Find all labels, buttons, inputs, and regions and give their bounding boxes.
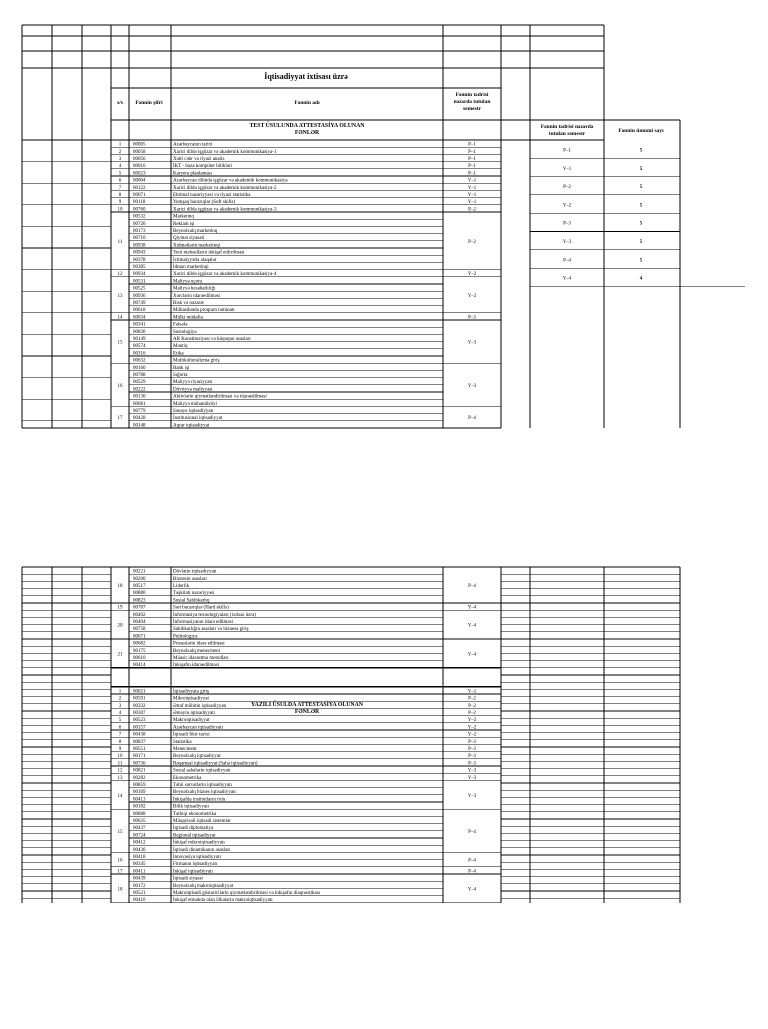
subject-name: Sosial sahələrin iqtisadiyyatı	[173, 768, 231, 774]
subject-code: 00523	[133, 718, 146, 724]
row-number: 16	[117, 383, 123, 389]
row-semester: P–1	[468, 149, 476, 155]
row-semester: Y–2	[467, 293, 477, 299]
row-number: 4	[118, 711, 122, 716]
row-semester: Y–1	[467, 193, 477, 198]
subject-name: Sənaye iqtisadiyyatı	[173, 409, 214, 414]
row-semester: P–3	[468, 315, 476, 321]
row-semester: Y–2	[467, 718, 477, 724]
subject-name: Fəlsəfə	[173, 322, 188, 328]
subject-name: Etika	[173, 351, 184, 357]
row-number: 3	[118, 703, 122, 709]
subject-name: Liderlik	[173, 584, 190, 589]
test-section-title	[250, 122, 366, 136]
subject-code: 00005	[133, 142, 146, 148]
subject-name: Beynəlxalq biznes iqtisadiyyatı	[173, 790, 236, 796]
subject-name: Müasir idarəetmə metodları	[173, 656, 229, 661]
subject-name: Xarici dildə işgüzar və akademik kommunikasiya-1	[173, 149, 277, 155]
subject-name: İqtisadiyyata giriş	[173, 689, 209, 695]
subject-name: Sahibkarlığın əsasları və biznesə giriş	[173, 627, 249, 633]
subject-code: 00532	[133, 214, 146, 220]
subject-name: Maliyyə riyaziyyatı	[173, 380, 213, 386]
svg-text:semestr: semestr	[462, 106, 482, 112]
subject-name: Ekonometrika	[173, 775, 202, 781]
svg-text:FƏNLƏR: FƏNLƏR	[294, 709, 320, 715]
subject-code: 00591	[133, 696, 146, 702]
subject-code: 00438	[133, 732, 146, 738]
subject-code: 00411	[133, 869, 146, 875]
summary-semester: P–3	[563, 221, 571, 227]
subject-name: Risk və nəzarət	[173, 301, 204, 306]
subject-name: Regional iqtisadiyyat	[173, 833, 216, 839]
subject-code: 00837	[133, 739, 146, 745]
subject-code: 00118	[133, 200, 146, 206]
subject-name: İqtisadi diplomatiya	[173, 826, 214, 832]
subject-name: Biznesin əsasları	[173, 576, 207, 582]
subject-code: 00410	[133, 898, 146, 904]
subject-code: 00760	[133, 207, 146, 213]
summary-count: 5	[639, 185, 643, 191]
subject-code: 00787	[133, 605, 146, 611]
subject-code: 00173	[133, 229, 146, 234]
subject-code: 00412	[133, 840, 146, 846]
row-number: 18	[117, 584, 123, 589]
summary-semester: Y–3	[562, 240, 572, 245]
subject-name: Beynəlxalq marketinq	[173, 229, 218, 234]
row-number: 1	[118, 689, 122, 695]
row-number: 17	[117, 416, 123, 422]
subject-name: Müqayisəli iqtisadi sistemlər	[173, 819, 231, 824]
row-number: 4	[118, 164, 122, 170]
row-semester: P–4	[468, 829, 476, 835]
svg-text:YAZILI ÜSULDA ATTESTASİYA OLUN: YAZILI ÜSULDA ATTESTASİYA OLUNAN	[251, 702, 363, 708]
row-number: 7	[118, 185, 122, 191]
row-number: 2	[118, 149, 122, 155]
row-semester: P–3	[468, 739, 476, 745]
row-semester: Y–2	[467, 272, 477, 278]
subject-code: 00859	[133, 783, 146, 788]
svg-text:nəzərdə tutulan: nəzərdə tutulan	[453, 99, 491, 105]
subject-code: 00574	[133, 344, 146, 350]
subject-name: Makroiqtisadi göstəricilərin qiymətləndirilməsi və inkişafın diaqnostikası	[173, 891, 321, 896]
subject-name: Xarici dildə işgüzar və akademik kommunikasiya-4	[173, 272, 277, 278]
subject-name: İnkişaf etməkdə olan ölkələrin makroiqtisadiyyatı	[173, 898, 273, 904]
subject-name: İctimaiyyətlə əlaqələr	[173, 257, 217, 263]
subject-code: 00821	[133, 768, 146, 774]
row-number: 2	[118, 696, 122, 702]
subject-name: Proseslərin idarə edilməsi	[173, 641, 225, 647]
subject-code: 00726	[133, 221, 146, 227]
header-code: Fənnin şifri	[135, 100, 163, 106]
row-number: 17	[117, 869, 123, 875]
subject-code: 00437	[133, 826, 146, 832]
row-semester: Y–3	[467, 775, 477, 781]
svg-text:Fənnin tədrisi nəzərdə: Fənnin tədrisi nəzərdə	[540, 124, 594, 130]
subject-name: Xərclərin idarəedilməsi	[173, 293, 221, 299]
subject-code: 00618	[133, 308, 146, 314]
subject-name: Reklam işi	[173, 221, 195, 227]
subject-code: 00521	[133, 891, 146, 896]
svg-text:Fənnin tədrisi: Fənnin tədrisi	[455, 92, 489, 98]
subject-name: Mülki müdafiə	[173, 315, 203, 321]
subject-code: 00710	[133, 236, 146, 242]
row-semester: P–1	[468, 171, 476, 177]
subject-name: İKT - baza kompüter bilikləri	[173, 164, 233, 170]
subject-name: Maliyyə uçotu	[173, 279, 203, 285]
subject-name: Beynəlxalq menecment	[173, 648, 221, 654]
row-number: 8	[118, 739, 122, 745]
subject-code: 00414	[133, 663, 146, 669]
subject-code: 00934	[133, 272, 146, 278]
row-number: 14	[117, 793, 123, 799]
row-semester: Y–3	[467, 793, 477, 799]
subject-code: 00182	[133, 804, 146, 810]
row-number: 10	[117, 207, 123, 213]
subject-code: 00632	[133, 358, 146, 364]
subject-code: 00551	[133, 747, 146, 752]
row-number: 11	[117, 239, 123, 245]
svg-text:FƏNLƏR: FƏNLƏR	[294, 130, 320, 136]
subject-name: Yeni məhsulların inkişaf etdirilməsi	[173, 250, 245, 256]
subject-code: 00823	[133, 598, 146, 604]
subject-name: Azərbaycan dilində işgüzar və akademik kommunikasiya	[173, 178, 288, 184]
subject-name: Azərbaycanın tarixi	[173, 142, 213, 148]
subject-code: 00004	[133, 178, 146, 184]
subject-name: Menecment	[173, 747, 197, 752]
subject-name: İnkişaf iqtisadiyyatı	[173, 869, 213, 875]
subject-name: Multikulturalizmə giriş	[173, 358, 220, 364]
subject-name: Statistika	[173, 739, 192, 745]
row-number: 20	[117, 623, 123, 629]
row-semester: Y–3	[467, 768, 477, 774]
subject-code: 00736	[133, 761, 146, 767]
summary-semester: P–4	[563, 258, 571, 264]
row-semester: Y–1	[467, 185, 477, 191]
row-number: 10	[117, 754, 123, 760]
row-semester: Y–2	[467, 725, 477, 731]
document-title: İqtisadiyyat ixtisası üzrə	[264, 72, 348, 81]
row-number: 12	[117, 272, 123, 278]
row-semester: P–1	[468, 142, 476, 148]
subject-code: 00938	[133, 243, 146, 249]
subject-name: Aqrar iqtisadiyyat	[173, 423, 210, 429]
summary-count: 4	[639, 276, 643, 282]
row-number: 5	[118, 171, 122, 177]
subject-name: Ətraf mühitin iqtisadiyyatı	[173, 703, 227, 709]
subject-name: İqtisadi dinamikanın əsasları	[173, 847, 231, 853]
summary-semester: Y–2	[562, 203, 572, 209]
subject-code: 00160	[133, 365, 146, 371]
subject-code: 00758	[133, 627, 146, 633]
row-semester: P–2	[468, 207, 476, 213]
subject-code: 00071	[133, 193, 146, 198]
row-semester: Y–3	[467, 383, 477, 389]
subject-name: İnformasiya texnologiyaları (ixtisas üzrə)	[173, 612, 256, 618]
written-section-title	[251, 701, 364, 715]
subject-code: 00724	[133, 833, 146, 839]
summary-header-total: Fənnin ümumi sayı	[618, 128, 664, 134]
subject-name: Xidmətlərin marketinqi	[173, 243, 221, 249]
subject-name: Politologiya	[173, 634, 198, 640]
row-number: 13	[117, 775, 123, 781]
subject-name: Qiymət siyasəti	[173, 236, 205, 242]
subject-code: 00610	[133, 656, 146, 661]
subject-name: Maliyyə hesabatlılığı	[173, 286, 216, 292]
subject-name: Beynəlxalq iqtisadiyyat	[173, 754, 221, 760]
subject-name: İnstitusional iqtisadiyyat	[173, 416, 223, 422]
header-num: s/s	[117, 100, 123, 106]
subject-code: 00378	[133, 257, 146, 263]
subject-code: 00888	[133, 811, 146, 817]
subject-code: 00635	[133, 819, 146, 824]
row-number: 7	[118, 732, 122, 738]
subject-name: Ehtimal nəzəriyyəsi və riyazi statistika	[173, 193, 251, 198]
row-semester: Y–4	[467, 887, 477, 893]
row-semester: Y–1	[467, 200, 477, 206]
row-number: 19	[117, 605, 123, 611]
subject-name: Mühasibatda proqram təminatı	[173, 308, 235, 314]
row-semester: P–3	[468, 747, 476, 752]
row-semester: P–2	[468, 239, 476, 245]
svg-text:tutulan semestr: tutulan semestr	[548, 131, 586, 137]
subject-name: Yumşaq bacarıqlar (Soft skills)	[173, 200, 236, 206]
summary-semester: Y–1	[562, 166, 572, 172]
subject-name: Bank işi	[173, 365, 190, 371]
subject-name: Tətbiqi ekonometrika	[173, 811, 217, 817]
row-number: 9	[118, 747, 122, 752]
subject-code: 00023	[133, 171, 146, 177]
subject-name: Rəqəmsal iqtisadiyyat (Sahə iqtisadiyyatı)	[173, 761, 258, 767]
subject-code: 00157	[133, 725, 146, 731]
subject-code: 00316	[133, 351, 146, 357]
subject-code: 00402	[133, 612, 146, 618]
subject-code: 00525	[133, 286, 146, 292]
summary-semester: Y–4	[562, 276, 572, 282]
subject-code: 00749	[133, 301, 146, 306]
row-semester: P–3	[468, 754, 476, 760]
row-number: 13	[117, 293, 123, 299]
row-number: 18	[117, 887, 123, 893]
row-semester: Y–4	[467, 605, 477, 611]
subject-code: 00428	[133, 416, 146, 422]
row-number: 21	[117, 652, 123, 658]
subject-name: Sosial Sahibkarlıq	[173, 598, 210, 604]
subject-name: Xarici dildə işgüzar və akademik kommunikasiya-3	[173, 207, 277, 213]
subject-code: 00880	[133, 591, 146, 597]
subject-name: Əməyin iqtisadiyyatı	[173, 711, 216, 716]
header-name: Fənnin adı	[294, 100, 320, 106]
subject-code: 00529	[133, 380, 146, 386]
subject-code: 00936	[133, 293, 146, 299]
subject-name: Məntiq	[173, 344, 188, 350]
subject-name: İnkişafın idarəedilməsi	[173, 663, 219, 669]
subject-name: Karyera planlaması	[173, 171, 213, 177]
subject-name: İnformasiyanın idarə edilməsi	[173, 620, 233, 625]
table-cells	[118, 143, 643, 904]
summary-count: 5	[639, 240, 643, 245]
subject-code: 00681	[133, 401, 146, 407]
row-number: 9	[118, 200, 122, 206]
subject-name: Təbii sərvətlərin iqtisadiyyatı	[173, 783, 232, 788]
header-semester	[454, 92, 491, 112]
row-semester: P–1	[468, 164, 476, 170]
subject-name: İnkişafda institutların rolu	[173, 797, 226, 803]
subject-code: 00021	[133, 689, 146, 695]
subject-name: Xarici dildə işgüzar və akademik kommunikasiya-2	[173, 185, 277, 191]
summary-count: 5	[639, 258, 643, 264]
row-number: 6	[118, 178, 122, 184]
subject-code: 00058	[133, 149, 146, 155]
summary-count: 5	[639, 148, 643, 154]
subject-name: Dövlətin iqtisadiyyatı	[173, 569, 217, 575]
subject-name: İdman marketinqi	[173, 265, 209, 270]
subject-name: İqtisadi siyasət	[173, 876, 203, 882]
row-semester: P–4	[468, 416, 476, 422]
subject-code: 00345	[133, 862, 146, 868]
summary-semester: P–2	[563, 185, 571, 191]
summary-header-semester	[541, 124, 594, 137]
subject-name: Sığorta	[173, 373, 188, 378]
subject-code: 00307	[133, 711, 146, 716]
subject-code: 00682	[133, 641, 146, 647]
row-semester: P–2	[468, 703, 476, 709]
subject-name: Makroiqtisadiyyat	[173, 718, 210, 724]
row-semester: P–4	[468, 858, 476, 864]
subject-code: 00175	[133, 648, 146, 654]
subject-code: 00169	[133, 790, 146, 796]
subject-code: 00436	[133, 847, 146, 853]
subject-code: 00222	[133, 387, 146, 393]
subject-code: 00418	[133, 855, 146, 860]
subject-code: 00404	[133, 620, 146, 625]
subject-code: 00221	[133, 569, 146, 575]
subject-name: Sərt bacarıqlar (Hard skills)	[173, 605, 229, 611]
row-semester: Y–1	[467, 689, 477, 695]
subject-code: 00056	[133, 157, 146, 162]
row-semester: Y–2	[467, 732, 477, 738]
subject-name: Beynəlxalq makroiqtisadiyyat	[173, 883, 234, 889]
subject-name: İqtisadi fikir tarixi	[173, 732, 210, 738]
row-number: 11	[117, 761, 123, 767]
subject-code: 00149	[133, 337, 146, 342]
subject-name: Marketinq	[173, 214, 194, 220]
row-number: 8	[118, 193, 122, 198]
subject-name: Firmanın iqtisadiyyatı	[173, 862, 218, 868]
summary-count: 5	[639, 203, 643, 209]
subject-code: 00830	[133, 329, 146, 335]
subject-name: Azərbaycan iqtisadiyyatı	[173, 725, 223, 731]
subject-name: İnnovasiya iqtisadiyyatı	[173, 855, 221, 860]
subject-code: 00385	[133, 265, 146, 270]
row-number: 15	[117, 340, 123, 346]
subject-code: 00517	[133, 584, 146, 589]
row-number: 14	[117, 315, 123, 321]
row-number: 12	[117, 768, 123, 774]
subject-name: AR Konstitusiyası və hüququn əsasları	[173, 337, 251, 342]
subject-code: 00943	[133, 250, 146, 256]
summary-count: 5	[639, 166, 643, 172]
row-number: 15	[117, 829, 123, 835]
summary-semester: P–1	[563, 148, 571, 154]
row-semester: P–4	[468, 869, 476, 875]
subject-code: 00016	[133, 164, 146, 170]
row-number: 3	[118, 157, 122, 162]
subject-name: İnkişaf mikroiqtisadiyyatı	[173, 840, 225, 846]
subject-code: 00531	[133, 279, 146, 285]
subject-code: 00171	[133, 754, 146, 760]
row-number: 6	[118, 725, 122, 731]
subject-code: 00439	[133, 876, 146, 882]
subject-code: 00788	[133, 373, 146, 378]
row-number: 16	[117, 858, 123, 864]
subject-name: Aktivlərin qiymətləndirilməsi və idarəedilməsi	[173, 394, 267, 400]
row-semester: Y–1	[467, 178, 477, 184]
subject-code: 00172	[133, 883, 146, 889]
subject-code: 00148	[133, 423, 146, 429]
subject-code: 00671	[133, 634, 146, 640]
subject-code: 00130	[133, 394, 146, 400]
svg-text:TEST ÜSULUNDA ATTESTASİYA OLUN: TEST ÜSULUNDA ATTESTASİYA OLUNAN	[249, 123, 365, 129]
row-semester: Y–4	[467, 623, 477, 629]
row-semester: P–4	[468, 584, 476, 589]
row-number: 5	[118, 718, 122, 724]
row-semester: Y–3	[467, 340, 477, 346]
summary-count: 5	[639, 221, 643, 227]
row-number: 1	[118, 142, 122, 148]
subject-code: 00034	[133, 315, 146, 321]
row-semester: P–2	[468, 711, 476, 716]
subject-code: 00413	[133, 797, 146, 803]
subject-name: Bilik iqtisadiyyatı	[173, 804, 209, 810]
row-semester: P–2	[468, 696, 476, 702]
subject-code: 00332	[133, 703, 146, 709]
subject-name: Dövriyyə maliyyəsi	[173, 387, 213, 393]
subject-name: Xətti cəbr və riyazi analiz	[173, 157, 225, 162]
subject-name: Sosiologiya	[173, 329, 197, 335]
subject-code: 00779	[133, 409, 146, 414]
subject-code: 00200	[133, 576, 146, 582]
subject-code: 00282	[133, 775, 146, 781]
subject-name: Mikroiqtisadiyyat	[173, 696, 209, 702]
subject-name: Təşkilati nəzəriyyəsi	[173, 591, 215, 597]
subject-name: Maliyyə mühəndisliyi	[173, 401, 218, 407]
row-semester: Y–4	[467, 652, 477, 658]
subject-code: 00341	[133, 322, 146, 328]
subject-code: 00122	[133, 185, 146, 191]
table-grid-lines	[22, 25, 745, 903]
row-semester: P–3	[468, 761, 476, 767]
row-semester: P–1	[468, 157, 476, 162]
